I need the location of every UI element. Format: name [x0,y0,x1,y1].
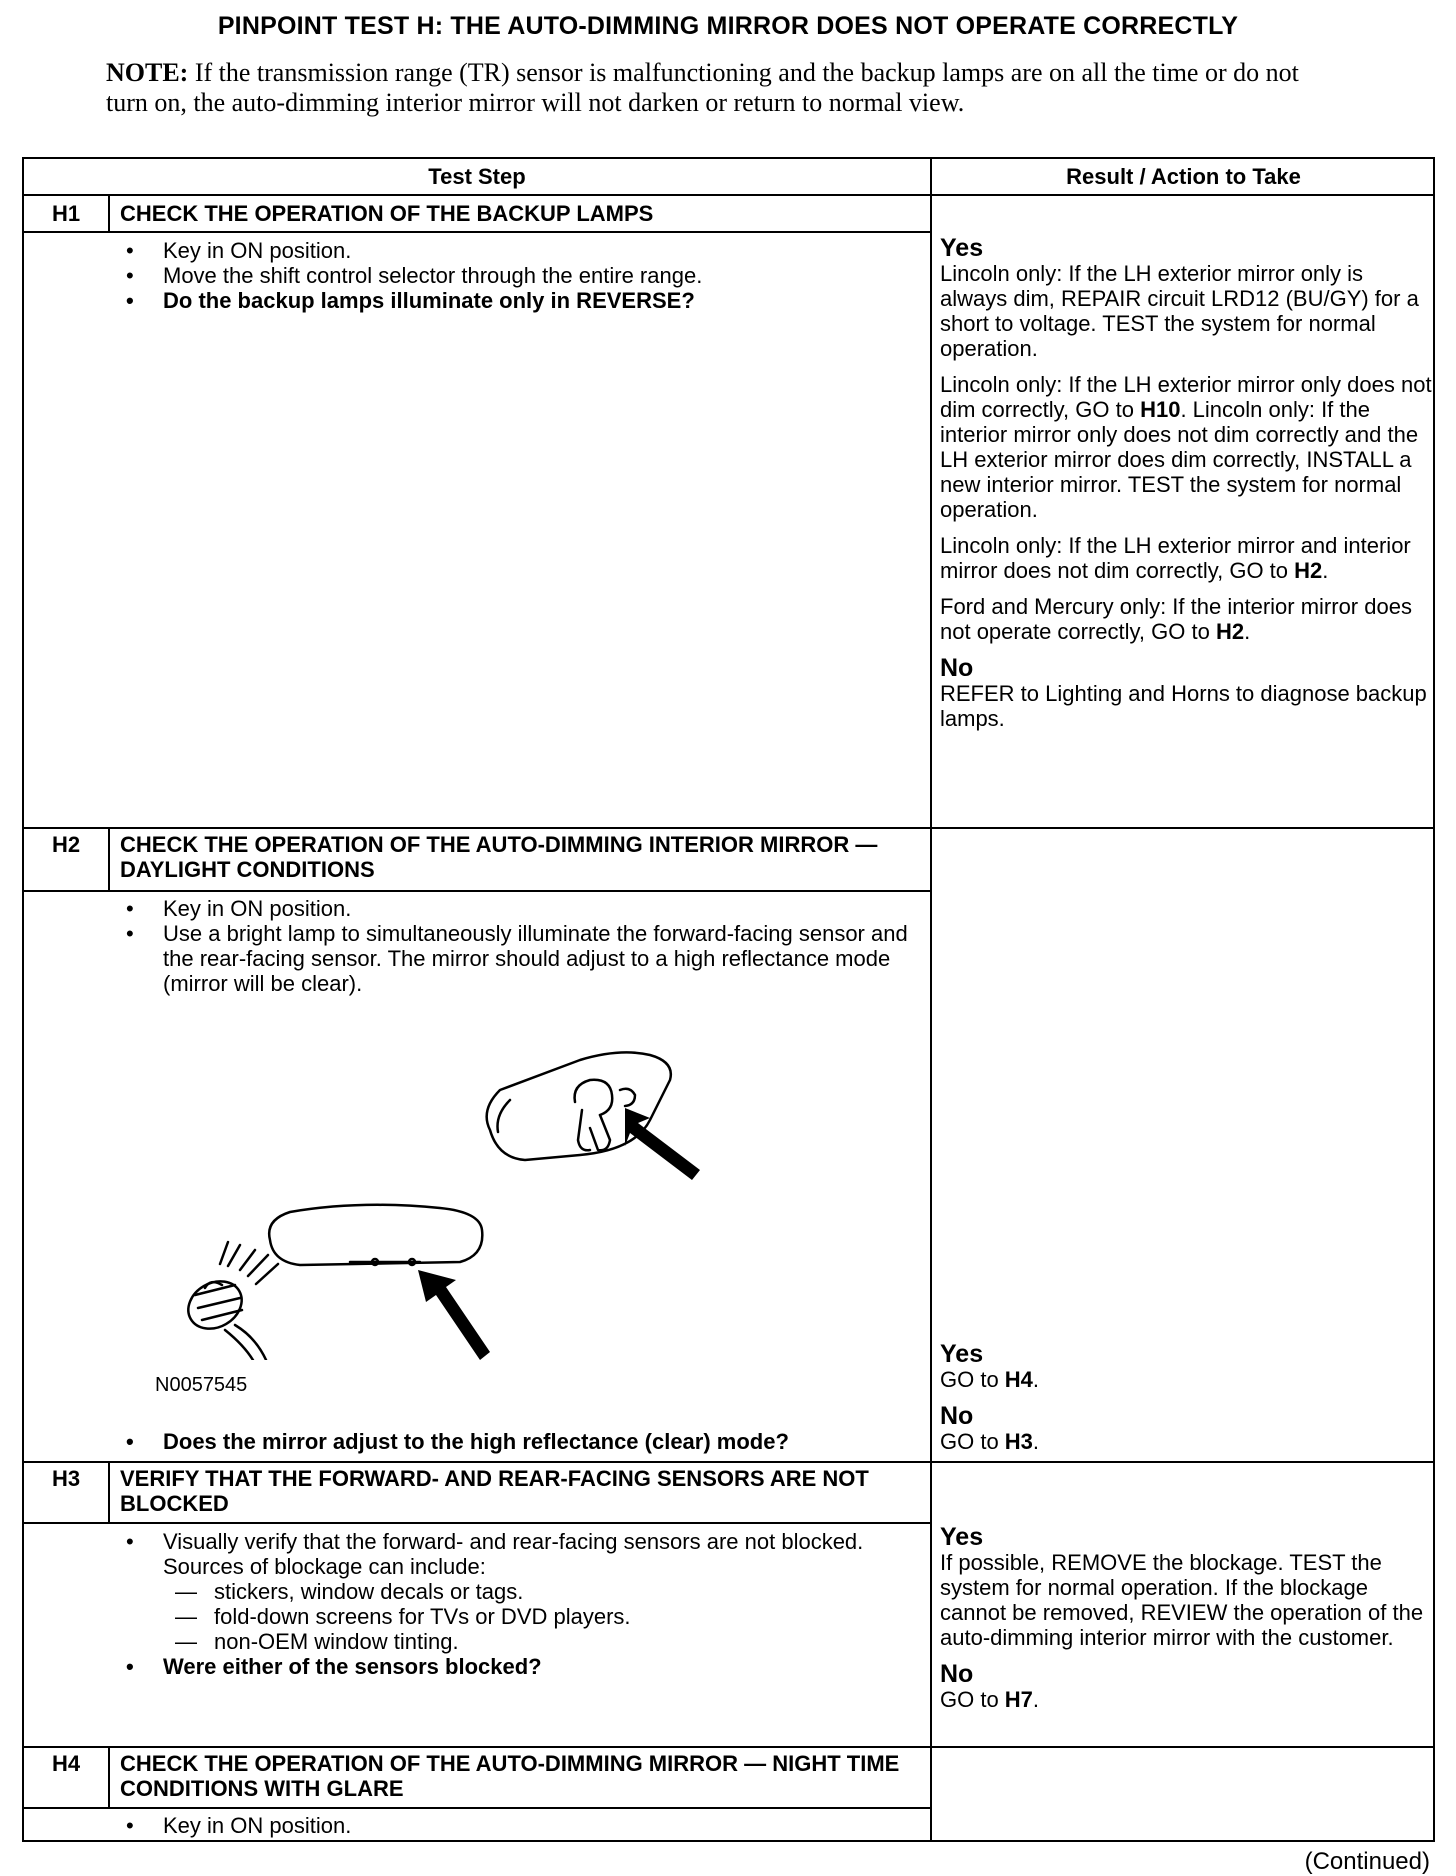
yes-label: Yes [940,1340,984,1368]
header-divider [24,194,1435,196]
note-label: NOTE: [106,58,189,87]
step-id: H1 [51,201,81,226]
row-divider [24,1746,1435,1748]
continued-label: (Continued) [1304,1848,1430,1875]
no-label: No [940,1660,974,1688]
header-test-step: Test Step [428,164,526,189]
mirror-illustration [180,1040,780,1360]
step-title: CHECK THE OPERATION OF THE AUTO-DIMMING INTERIOR MIRROR — DAYLIGHT CONDITIONS [120,832,878,882]
step-link[interactable]: H10 [1140,397,1181,422]
pinpoint-test-table [22,157,1435,1842]
step-link[interactable]: H7 [1004,1687,1033,1712]
step-body [116,1813,916,1838]
id-divider [108,1461,110,1523]
row-divider [24,231,931,233]
row-divider [24,890,931,892]
step-question: • Were either of the sensors blocked? [116,1654,916,1679]
list-item: — stickers, window decals or tags. [163,1579,916,1604]
result-text: Ford and Mercury only: If the interior mirror does not operate correctly, GO to H2. [940,594,1412,644]
list-item: — fold-down screens for TVs or DVD players. [163,1604,916,1629]
step-link[interactable]: H3 [1004,1429,1033,1454]
result-text: GO to H7. [940,1687,1040,1712]
step-link[interactable]: H4 [1004,1367,1033,1392]
note-text: If the transmission range (TR) sensor is malfunctioning and the backup lamps are on all the time or do not turn on, the auto-dimming interior mirror will not darken or return to normal view. [106,58,1299,117]
list-item: • Visually verify that the forward- and rear-facing sensors are not blocked. Sources of blockage can include: [116,1529,916,1579]
step-title: VERIFY THAT THE FORWARD- AND REAR-FACING SENSORS ARE NOT BLOCKED [120,1466,869,1516]
figure-id: N0057545 [155,1374,248,1396]
list-item: • Use a bright lamp to simultaneously illuminate the forward-facing sensor and the rear-facing sensor. The mirror should adjust to a high reflectance mode (mirror will be clear). [116,921,916,996]
id-divider [108,1746,110,1808]
list-item: • Key in ON position. [116,896,916,921]
row-divider [24,1522,931,1524]
step-link[interactable]: H2 [1215,619,1245,644]
list-item: • Move the shift control selector through the entire range. [116,263,916,288]
no-label: No [940,654,974,682]
step-question: • Does the mirror adjust to the high reflectance (clear) mode? [116,1429,926,1454]
result-h2 [940,1341,1432,1454]
result-text: GO to H3. [940,1429,1040,1454]
list-item: • Key in ON position. [116,1813,916,1838]
list-item: • Key in ON position. [116,238,916,263]
step-title: CHECK THE OPERATION OF THE BACKUP LAMPS [120,201,654,226]
step-body [116,238,916,313]
result-h1 [940,235,1432,731]
step-body [116,1429,926,1454]
result-text: REFER to Lighting and Horns to diagnose backup lamps. [940,681,1427,731]
step-body [116,896,916,996]
result-text: GO to H4. [940,1367,1040,1392]
result-text: Lincoln only: If the LH exterior mirror and interior mirror does not dim correctly, GO to H2. [940,533,1411,583]
no-label: No [940,1402,974,1430]
yes-label: Yes [940,234,984,262]
arrow-icon [418,1270,490,1360]
front-mirror-shape [269,1205,482,1265]
step-title: CHECK THE OPERATION OF THE AUTO-DIMMING MIRROR — NIGHT TIME CONDITIONS WITH GLARE [120,1751,900,1801]
yes-label: Yes [940,1523,984,1551]
column-divider [930,159,932,1842]
id-divider [108,194,110,232]
id-divider [108,827,110,891]
step-question: • Do the backup lamps illuminate only in REVERSE? [116,288,916,313]
step-link[interactable]: H2 [1294,558,1323,583]
step-body [116,1529,916,1679]
row-divider [24,1461,1435,1463]
page-title: PINPOINT TEST H: THE AUTO-DIMMING MIRROR DOES NOT OPERATE CORRECTLY [217,12,1239,40]
result-text: Lincoln only: If the LH exterior mirror only is always dim, REPAIR circuit LRD12 (BU/GY) for a short to voltage. TEST the system for normal operation. [940,261,1419,361]
header-result: Result / Action to Take [1066,164,1301,189]
step-id: H3 [51,1466,81,1491]
arrow-icon [625,1108,700,1180]
result-h3 [940,1524,1432,1712]
step-id: H2 [51,832,81,857]
note-paragraph [106,58,1336,118]
row-divider [24,1807,931,1809]
result-text: Lincoln only: If the LH exterior mirror only does not dim correctly, GO to H10. Lincoln only: If the interior mirror only does not dim correctly and the LH exterior mirror does dim correctly, INSTALL a new interior mirror. TEST the system for normal operation. [940,372,1432,522]
row-divider [24,827,1435,829]
step-id: H4 [51,1751,81,1776]
list-item: — non-OEM window tinting. [163,1629,916,1654]
result-text: If possible, REMOVE the blockage. TEST the system for normal operation. If the blockage cannot be removed, REVIEW the operation of the auto-dimming interior mirror with the customer. [940,1550,1424,1650]
